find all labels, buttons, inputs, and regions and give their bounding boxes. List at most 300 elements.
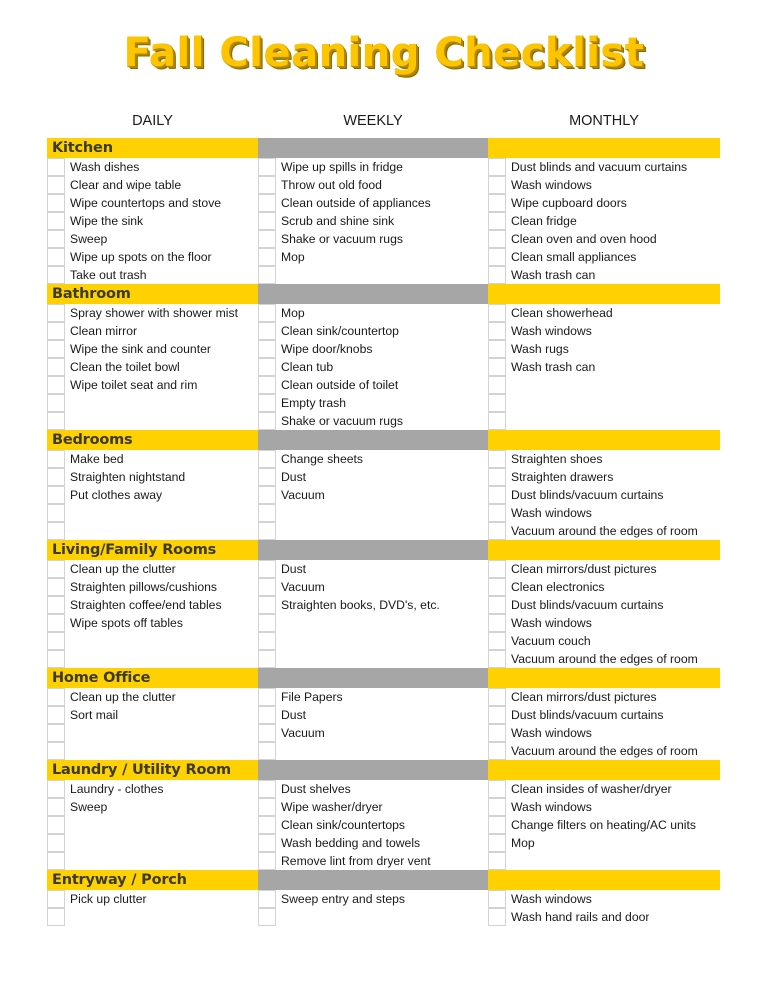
checklist-item-label: Wash hand rails and door (511, 910, 650, 924)
checkbox[interactable] (47, 852, 65, 870)
checklist-item-label: Wash windows (511, 800, 592, 814)
section-header-band-monthly (488, 430, 720, 450)
checklist-row (258, 578, 488, 596)
checklist-row (488, 706, 720, 724)
checkbox[interactable] (488, 450, 506, 468)
checkbox[interactable] (47, 816, 65, 834)
checkbox[interactable] (488, 486, 506, 504)
checklist-row (47, 412, 258, 430)
checkbox[interactable] (47, 742, 65, 760)
checklist-row (488, 158, 720, 176)
checkbox[interactable] (47, 890, 65, 908)
checklist-column-monthly (488, 780, 720, 870)
checkbox[interactable] (47, 596, 65, 614)
checkbox[interactable] (258, 486, 276, 504)
checkbox[interactable] (488, 248, 506, 266)
checklist-column-daily (47, 688, 258, 760)
checklist-item-label: Clean mirror (70, 324, 138, 338)
checklist-item-label: Straighten drawers (511, 470, 614, 484)
checkbox[interactable] (258, 212, 276, 230)
checkbox[interactable] (258, 596, 276, 614)
checkbox[interactable] (488, 688, 506, 706)
checkbox[interactable] (258, 376, 276, 394)
section-header-band-monthly (488, 284, 720, 304)
checklist-item-label: Clean the toilet bowl (70, 360, 180, 374)
checkbox[interactable] (47, 212, 65, 230)
checkbox[interactable] (258, 798, 276, 816)
checklist-row (47, 468, 258, 486)
section-header-band-daily (47, 540, 258, 560)
checkbox[interactable] (488, 780, 506, 798)
section-title: Living/Family Rooms (52, 542, 217, 558)
checkbox[interactable] (488, 176, 506, 194)
checkbox[interactable] (47, 688, 65, 706)
checklist-item-label: Dust blinds/vacuum curtains (511, 708, 664, 722)
checklist-item-label: Wash rugs (511, 342, 569, 356)
checklist-row (47, 834, 258, 852)
checklist-row (258, 650, 488, 668)
checklist-column-weekly (258, 890, 488, 926)
checkbox[interactable] (488, 650, 506, 668)
checkbox[interactable] (258, 614, 276, 632)
checklist-item-label: Dust blinds/vacuum curtains (511, 598, 664, 612)
checklist-item-label: Wipe the sink (70, 214, 144, 228)
checkbox[interactable] (258, 852, 276, 870)
checklist-item-label: Dust (281, 470, 307, 484)
checklist-column-weekly (258, 304, 488, 430)
checkbox[interactable] (488, 908, 506, 926)
checklist-item-label: Wash windows (511, 178, 592, 192)
section-header-band-weekly (258, 430, 488, 450)
checkbox[interactable] (258, 780, 276, 798)
checkbox[interactable] (258, 412, 276, 430)
checklist-row (258, 706, 488, 724)
checklist-row (488, 504, 720, 522)
section-header-band-daily (47, 668, 258, 688)
section-body (47, 158, 720, 284)
checkbox[interactable] (47, 468, 65, 486)
checklist-row (47, 724, 258, 742)
checklist-row (47, 890, 258, 908)
checklist-item-label: Straighten coffee/end tables (70, 598, 222, 612)
checkbox[interactable] (258, 706, 276, 724)
checklist-item-label: Straighten nightstand (70, 470, 186, 484)
section-header-band-daily (47, 284, 258, 304)
checkbox[interactable] (488, 394, 506, 412)
checklist-item-label: Clean up the clutter (70, 562, 176, 576)
checkbox[interactable] (488, 522, 506, 540)
checklist-row (47, 614, 258, 632)
checkbox[interactable] (488, 322, 506, 340)
checklist-row (47, 852, 258, 870)
checkbox[interactable] (47, 798, 65, 816)
checklist-item-label: Clean sink/countertops (281, 818, 405, 832)
checklist-column-monthly (488, 560, 720, 668)
checklist-item-label: Clean fridge (511, 214, 577, 228)
checkbox[interactable] (258, 908, 276, 926)
checkbox[interactable] (258, 230, 276, 248)
checklist-item-label: Wash dishes (70, 160, 140, 174)
checklist-column-weekly (258, 688, 488, 760)
checklist-row (488, 688, 720, 706)
checklist-column-weekly (258, 158, 488, 284)
checklist-item-label: Take out trash (70, 268, 147, 282)
checklist-item-label: Mop (511, 836, 535, 850)
checklist-row (488, 340, 720, 358)
checklist-row (47, 450, 258, 468)
checklist-item-label: Vacuum (281, 726, 325, 740)
checklist-item-label: Shake or vacuum rugs (281, 232, 403, 246)
section-header (47, 540, 720, 560)
section-title: Laundry / Utility Room (52, 762, 231, 778)
checkbox[interactable] (258, 158, 276, 176)
checklist-row (258, 688, 488, 706)
checklist-row (488, 194, 720, 212)
checklist-row (258, 852, 488, 870)
checkbox[interactable] (488, 376, 506, 394)
checkbox[interactable] (488, 834, 506, 852)
checkbox[interactable] (258, 742, 276, 760)
checklist-row (488, 248, 720, 266)
checklist-row (47, 394, 258, 412)
checkbox[interactable] (258, 724, 276, 742)
checkbox[interactable] (488, 340, 506, 358)
checkbox[interactable] (47, 780, 65, 798)
checklist-row (47, 742, 258, 760)
checklist-item-label: Clean mirrors/dust pictures (511, 562, 657, 576)
checklist-section (47, 138, 720, 284)
checklist-row (488, 724, 720, 742)
checkbox[interactable] (258, 304, 276, 322)
checklist-column-daily (47, 560, 258, 668)
checklist-row (47, 376, 258, 394)
checklist-item-label: Wash trash can (511, 360, 596, 374)
checklist-item-label: Empty trash (281, 396, 347, 410)
checklist-row (488, 650, 720, 668)
checklist-row (47, 650, 258, 668)
checkbox[interactable] (47, 724, 65, 742)
checkbox[interactable] (47, 504, 65, 522)
checkbox[interactable] (47, 706, 65, 724)
section-header-band-daily (47, 138, 258, 158)
checkbox[interactable] (47, 650, 65, 668)
checkbox[interactable] (258, 632, 276, 650)
checklist-section (47, 540, 720, 668)
checkbox[interactable] (47, 578, 65, 596)
checklist-item-label: Vacuum (281, 488, 325, 502)
checklist-item-label: Sort mail (70, 708, 119, 722)
section-body (47, 450, 720, 540)
checkbox[interactable] (488, 468, 506, 486)
checkbox[interactable] (488, 890, 506, 908)
checklist-row (47, 266, 258, 284)
checkbox[interactable] (258, 194, 276, 212)
checkbox[interactable] (47, 908, 65, 926)
checkbox[interactable] (488, 194, 506, 212)
checkbox[interactable] (258, 890, 276, 908)
checklist-item-label: Scrub and shine sink (281, 214, 395, 228)
checkbox[interactable] (488, 852, 506, 870)
checklist-item-label: Dust shelves (281, 782, 351, 796)
checklist-item-label: Mop (281, 250, 305, 264)
checklist-row (488, 742, 720, 760)
checkbox[interactable] (258, 560, 276, 578)
checklist-row (488, 358, 720, 376)
checklist-section (47, 430, 720, 540)
checklist-row (488, 780, 720, 798)
checklist-row (488, 394, 720, 412)
checklist-row (47, 230, 258, 248)
checklist-row (47, 578, 258, 596)
checklist-row (258, 340, 488, 358)
checkbox[interactable] (47, 248, 65, 266)
checklist-row (258, 304, 488, 322)
checklist-item-label: File Papers (281, 690, 343, 704)
checklist-column-weekly (258, 780, 488, 870)
checkbox[interactable] (488, 742, 506, 760)
checkbox[interactable] (488, 798, 506, 816)
checklist-row (47, 322, 258, 340)
checklist-row (488, 176, 720, 194)
checklist-row (47, 522, 258, 540)
checklist-row (488, 412, 720, 430)
checklist-row (258, 522, 488, 540)
section-header-band-weekly (258, 284, 488, 304)
checkbox[interactable] (488, 504, 506, 522)
checklist-item-label: Wipe up spills in fridge (281, 160, 403, 174)
section-header (47, 760, 720, 780)
checkbox[interactable] (258, 834, 276, 852)
checkbox[interactable] (47, 340, 65, 358)
checklist-row (258, 724, 488, 742)
section-title: Home Office (52, 670, 151, 686)
checklist-item-label: Dust blinds/vacuum curtains (511, 488, 664, 502)
checklist-row (488, 908, 720, 926)
checkbox[interactable] (488, 632, 506, 650)
checklist-table (47, 138, 720, 926)
checkbox[interactable] (47, 486, 65, 504)
checklist-item-label: Vacuum (281, 580, 325, 594)
section-header-band-daily (47, 760, 258, 780)
checkbox[interactable] (47, 394, 65, 412)
section-header (47, 284, 720, 304)
checkbox[interactable] (258, 394, 276, 412)
checklist-item-label: Shake or vacuum rugs (281, 414, 403, 428)
section-body (47, 780, 720, 870)
checklist-row (258, 212, 488, 230)
checklist-row (488, 322, 720, 340)
checklist-row (47, 596, 258, 614)
checkbox[interactable] (258, 176, 276, 194)
checklist-row (488, 486, 720, 504)
checklist-column-daily (47, 890, 258, 926)
checklist-item-label: Put clothes away (70, 488, 163, 502)
checklist-item-label: Pick up clutter (70, 892, 147, 906)
checklist-row (488, 632, 720, 650)
checklist-row (47, 212, 258, 230)
checklist-item-label: Laundry - clothes (70, 782, 164, 796)
checklist-row (47, 504, 258, 522)
checklist-row (488, 230, 720, 248)
checklist-row (258, 230, 488, 248)
checklist-row (258, 412, 488, 430)
checklist-row (258, 394, 488, 412)
section-body (47, 560, 720, 668)
checklist-item-label: Wipe cupboard doors (511, 196, 627, 210)
checklist-item-label: Dust (281, 708, 307, 722)
checklist-row (258, 834, 488, 852)
checkbox[interactable] (488, 724, 506, 742)
checklist-row (47, 340, 258, 358)
section-title: Bedrooms (52, 432, 133, 448)
checklist-item-label: Clean outside of appliances (281, 196, 431, 210)
checkbox[interactable] (47, 230, 65, 248)
checklist-item-label: Wipe toilet seat and rim (70, 378, 198, 392)
checklist-row (258, 596, 488, 614)
section-header-band-monthly (488, 760, 720, 780)
checkbox[interactable] (258, 468, 276, 486)
checklist-row (488, 304, 720, 322)
checklist-item-label: Mop (281, 306, 305, 320)
section-body (47, 890, 720, 926)
checklist-column-daily (47, 158, 258, 284)
checkbox[interactable] (488, 230, 506, 248)
checklist-item-label: Wipe countertops and stove (70, 196, 222, 210)
checkbox[interactable] (258, 816, 276, 834)
checklist-item-label: Sweep entry and steps (281, 892, 405, 906)
section-header-band-weekly (258, 540, 488, 560)
checklist-column-monthly (488, 890, 720, 926)
checkbox[interactable] (488, 304, 506, 322)
checklist-row (47, 632, 258, 650)
checkbox[interactable] (47, 376, 65, 394)
checklist-column-daily (47, 304, 258, 430)
checkbox[interactable] (258, 688, 276, 706)
checkbox[interactable] (258, 322, 276, 340)
checklist-row (258, 798, 488, 816)
checklist-column-daily (47, 450, 258, 540)
section-title: Bathroom (52, 286, 131, 302)
checklist-section (47, 760, 720, 870)
checkbox[interactable] (258, 340, 276, 358)
checklist-row (258, 376, 488, 394)
checklist-item-label: Wipe door/knobs (281, 342, 373, 356)
column-headers (47, 113, 720, 129)
checklist-row (488, 560, 720, 578)
checklist-row (47, 486, 258, 504)
checkbox[interactable] (47, 450, 65, 468)
checklist-column-monthly (488, 688, 720, 760)
section-header (47, 138, 720, 158)
checklist-item-label: Make bed (70, 452, 124, 466)
checkbox[interactable] (488, 358, 506, 376)
section-header-band-weekly (258, 870, 488, 890)
checklist-item-label: Clean tub (281, 360, 334, 374)
section-title: Kitchen (52, 140, 113, 156)
checkbox[interactable] (47, 358, 65, 376)
checkbox[interactable] (258, 578, 276, 596)
checkbox[interactable] (258, 650, 276, 668)
checklist-item-label: Vacuum couch (511, 634, 591, 648)
checklist-row (47, 560, 258, 578)
checkbox[interactable] (488, 816, 506, 834)
checkbox[interactable] (47, 632, 65, 650)
checklist-item-label: Wipe the sink and counter (70, 342, 211, 356)
checkbox[interactable] (488, 614, 506, 632)
checkbox[interactable] (488, 212, 506, 230)
checklist-row (47, 780, 258, 798)
checkbox[interactable] (258, 450, 276, 468)
section-header-band-monthly (488, 138, 720, 158)
checkbox[interactable] (47, 194, 65, 212)
checklist-item-label: Spray shower with shower mist (70, 306, 238, 320)
checklist-item-label: Clean up the clutter (70, 690, 176, 704)
checkbox[interactable] (47, 560, 65, 578)
checklist-row (488, 450, 720, 468)
checkbox[interactable] (488, 596, 506, 614)
checkbox[interactable] (47, 522, 65, 540)
checklist-row (258, 248, 488, 266)
checkbox[interactable] (488, 560, 506, 578)
checklist-item-label: Wash windows (511, 616, 592, 630)
checklist-item-label: Clean mirrors/dust pictures (511, 690, 657, 704)
checklist-row (258, 780, 488, 798)
checklist-item-label: Clean insides of washer/dryer (511, 782, 672, 796)
checkbox[interactable] (47, 614, 65, 632)
section-body (47, 688, 720, 760)
checklist-row (488, 578, 720, 596)
checklist-row (47, 194, 258, 212)
checklist-row (47, 688, 258, 706)
checkbox[interactable] (47, 834, 65, 852)
checkbox[interactable] (258, 522, 276, 540)
checkbox[interactable] (47, 412, 65, 430)
column-header-monthly: MONTHLY (569, 113, 639, 129)
checkbox[interactable] (488, 578, 506, 596)
checkbox[interactable] (488, 158, 506, 176)
checklist-item-label: Straighten books, DVD's, etc. (281, 598, 440, 612)
checkbox[interactable] (47, 322, 65, 340)
checkbox[interactable] (488, 412, 506, 430)
checklist-row (258, 450, 488, 468)
checklist-column-weekly (258, 560, 488, 668)
checkbox[interactable] (258, 248, 276, 266)
checklist-row (258, 266, 488, 284)
checkbox[interactable] (47, 176, 65, 194)
checkbox[interactable] (258, 266, 276, 284)
checkbox[interactable] (488, 706, 506, 724)
checkbox[interactable] (47, 304, 65, 322)
section-body (47, 304, 720, 430)
checkbox[interactable] (258, 504, 276, 522)
checklist-section (47, 870, 720, 926)
checklist-item-label: Wash windows (511, 892, 592, 906)
checklist-section (47, 668, 720, 760)
checklist-row (258, 908, 488, 926)
checkbox[interactable] (47, 266, 65, 284)
checklist-row (488, 614, 720, 632)
checklist-row (488, 834, 720, 852)
checkbox[interactable] (47, 158, 65, 176)
checklist-item-label: Clean electronics (511, 580, 605, 594)
section-header-band-weekly (258, 668, 488, 688)
checkbox[interactable] (488, 266, 506, 284)
checklist-item-label: Wash trash can (511, 268, 596, 282)
checkbox[interactable] (258, 358, 276, 376)
checklist-item-label: Clean sink/countertop (281, 324, 399, 338)
checklist-row (258, 614, 488, 632)
checklist-row (47, 908, 258, 926)
